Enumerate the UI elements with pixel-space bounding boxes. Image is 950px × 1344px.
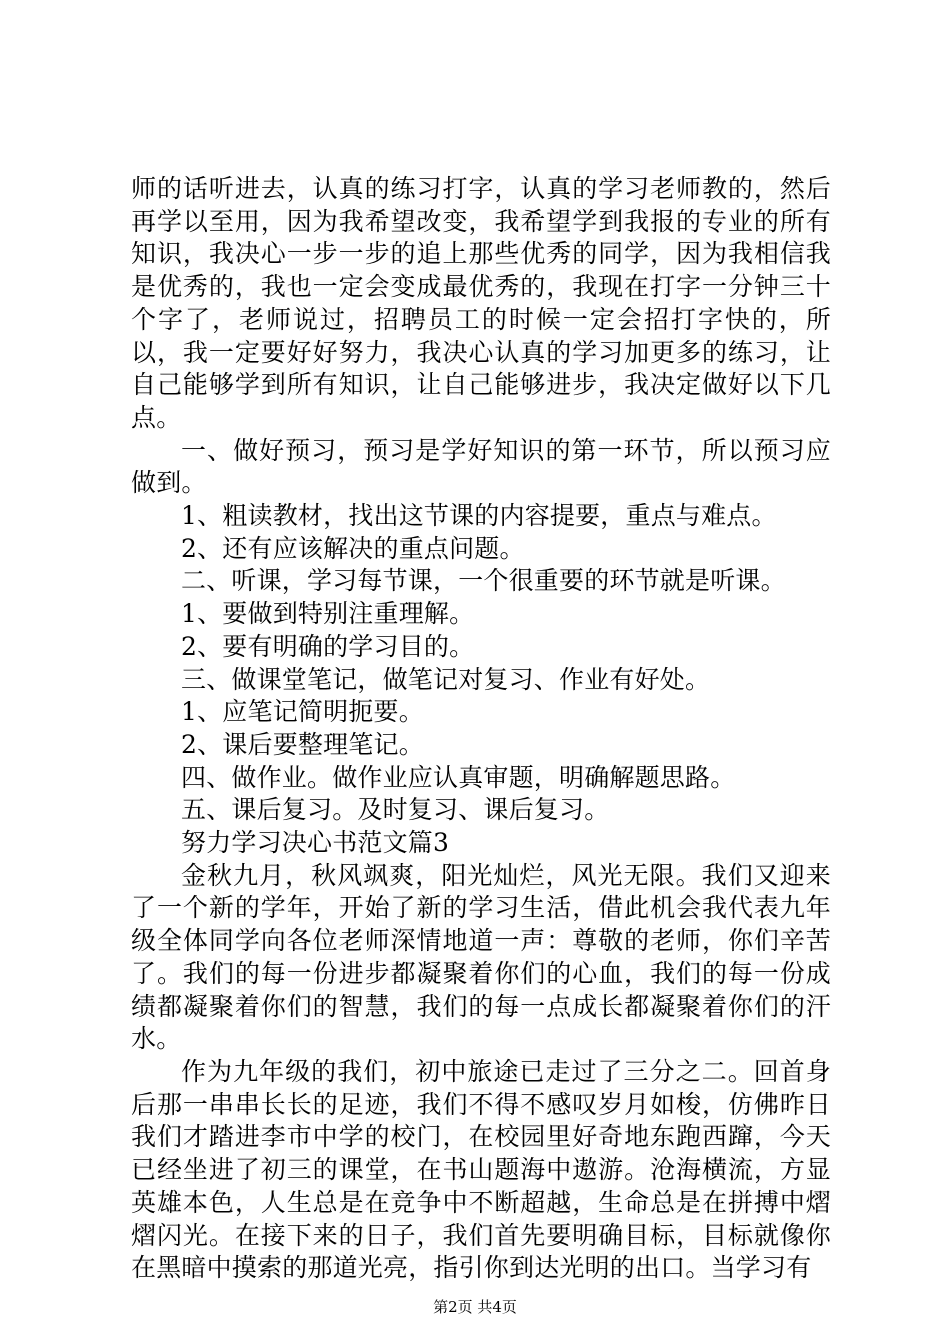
- page-number-indicator: 第2页 共4页: [433, 1298, 517, 1316]
- page-footer: [0, 1297, 950, 1317]
- paragraph-preview-item-2: 2、还有应该解决的重点问题。: [181, 533, 525, 563]
- paragraph-notes-item-1: 1、应笔记简明扼要。: [181, 697, 424, 727]
- paragraph-grade-nine: 作为九年级的我们，初中旅途已走过了三分之二。回首身后那一串串长长的足迹，我们不得不感叹岁月如梭，仿佛昨日我们才踏进李市中学的校门，在校园里好奇地东跑西蹿，今天已经坐进了初三的课堂，在书山题海中遨游。沧海横流，方显英雄本色，人生总是在竞争中不断超越，生命总是在拼搏中熠熠闪光。在接下来的日子，我们首先要明确目标，目标就像你在黑暗中摸索的那道光亮，指引你到达光明的出口。当学习有: [131, 1056, 831, 1283]
- document-body: [131, 173, 831, 1285]
- paragraph-listening-item-1: 1、要做到特别注重理解。: [181, 599, 475, 629]
- paragraph-listening-item-2: 2、要有明确的学习目的。: [181, 631, 475, 661]
- paragraph-homework-heading: 四、做作业。做作业应认真审题，明确解题思路。: [181, 762, 736, 792]
- paragraph-review-heading: 五、课后复习。及时复习、课后复习。: [181, 795, 610, 825]
- paragraph-autumn-intro: 金秋九月，秋风飒爽，阳光灿烂，风光无限。我们又迎来了一个新的学年，开始了新的学习生活，借此机会我代表九年级全体同学向各位老师深情地道一声：尊敬的老师，你们辛苦了。我们的每一份进步都凝聚着你们的心血，我们的每一份成绩都凝聚着你们的智慧，我们的每一点成长都凝聚着你们的汗水。: [131, 860, 831, 1054]
- section-title: 努力学习决心书范文篇3: [181, 828, 450, 858]
- paragraph-preview-item-1: 1、粗读教材，找出这节课的内容提要，重点与难点。: [181, 501, 777, 531]
- paragraph-listening-heading: 二、听课，学习每节课，一个很重要的环节就是听课。: [181, 566, 786, 596]
- paragraph-notes-heading: 三、做课堂笔记，做笔记对复习、作业有好处。: [181, 664, 711, 694]
- paragraph-preview-heading: 一、做好预习，预习是学好知识的第一环节，所以预习应做到。: [131, 435, 831, 498]
- paragraph-notes-item-2: 2、课后要整理笔记。: [181, 729, 424, 759]
- paragraph-continuation: 师的话听进去，认真的练习打字，认真的学习老师教的，然后再学以至用，因为我希望改变，我希望学到我报的专业的所有知识，我决心一步一步的追上那些优秀的同学，因为我相信我是优秀的，我也一定会变成最优秀的，我现在打字一分钟三十个字了，老师说过，招聘员工的时候一定会招打字快的，所以，我一定要好好努力，我决心认真的学习加更多的练习，让自己能够学到所有知识，让自己能够进步，我决定做好以下几点。: [131, 174, 831, 432]
